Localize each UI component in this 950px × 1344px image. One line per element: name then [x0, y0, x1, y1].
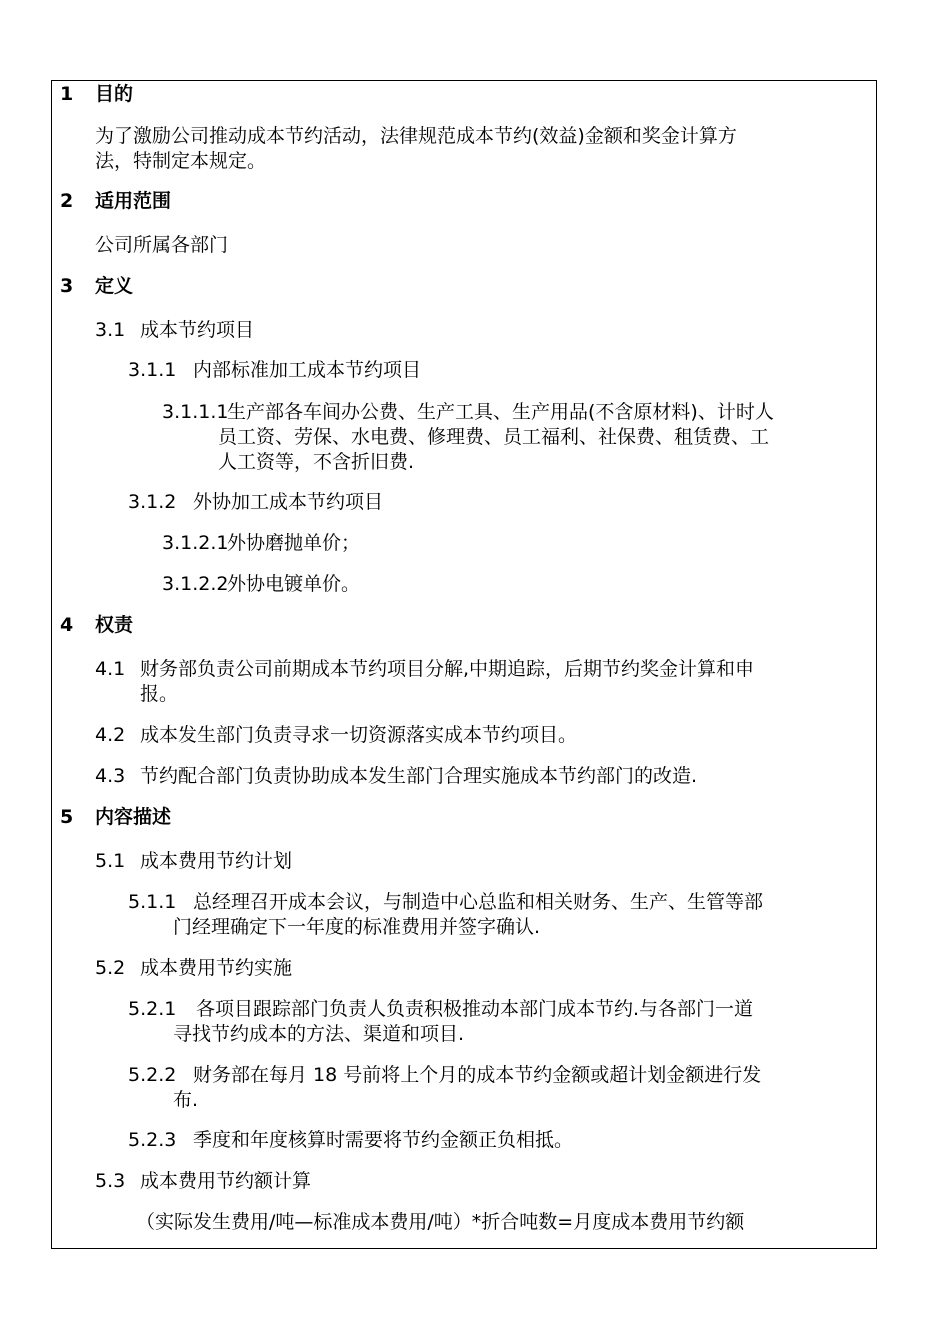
section-title: 权责 [95, 614, 134, 636]
section-title: 适用范围 [95, 190, 172, 212]
section-title: 内容描述 [95, 806, 172, 828]
formula: （实际发生费用/吨—标准成本费用/吨）*折合吨数=月度成本费用节约额 [136, 1211, 745, 1233]
section-title: 目的 [95, 83, 134, 105]
section-number: 5 [60, 806, 74, 828]
section-number: 3 [60, 275, 74, 297]
section-number: 4 [60, 614, 74, 636]
section-number: 1 [60, 83, 74, 105]
section-number: 2 [60, 190, 74, 212]
section-title: 定义 [95, 275, 134, 297]
